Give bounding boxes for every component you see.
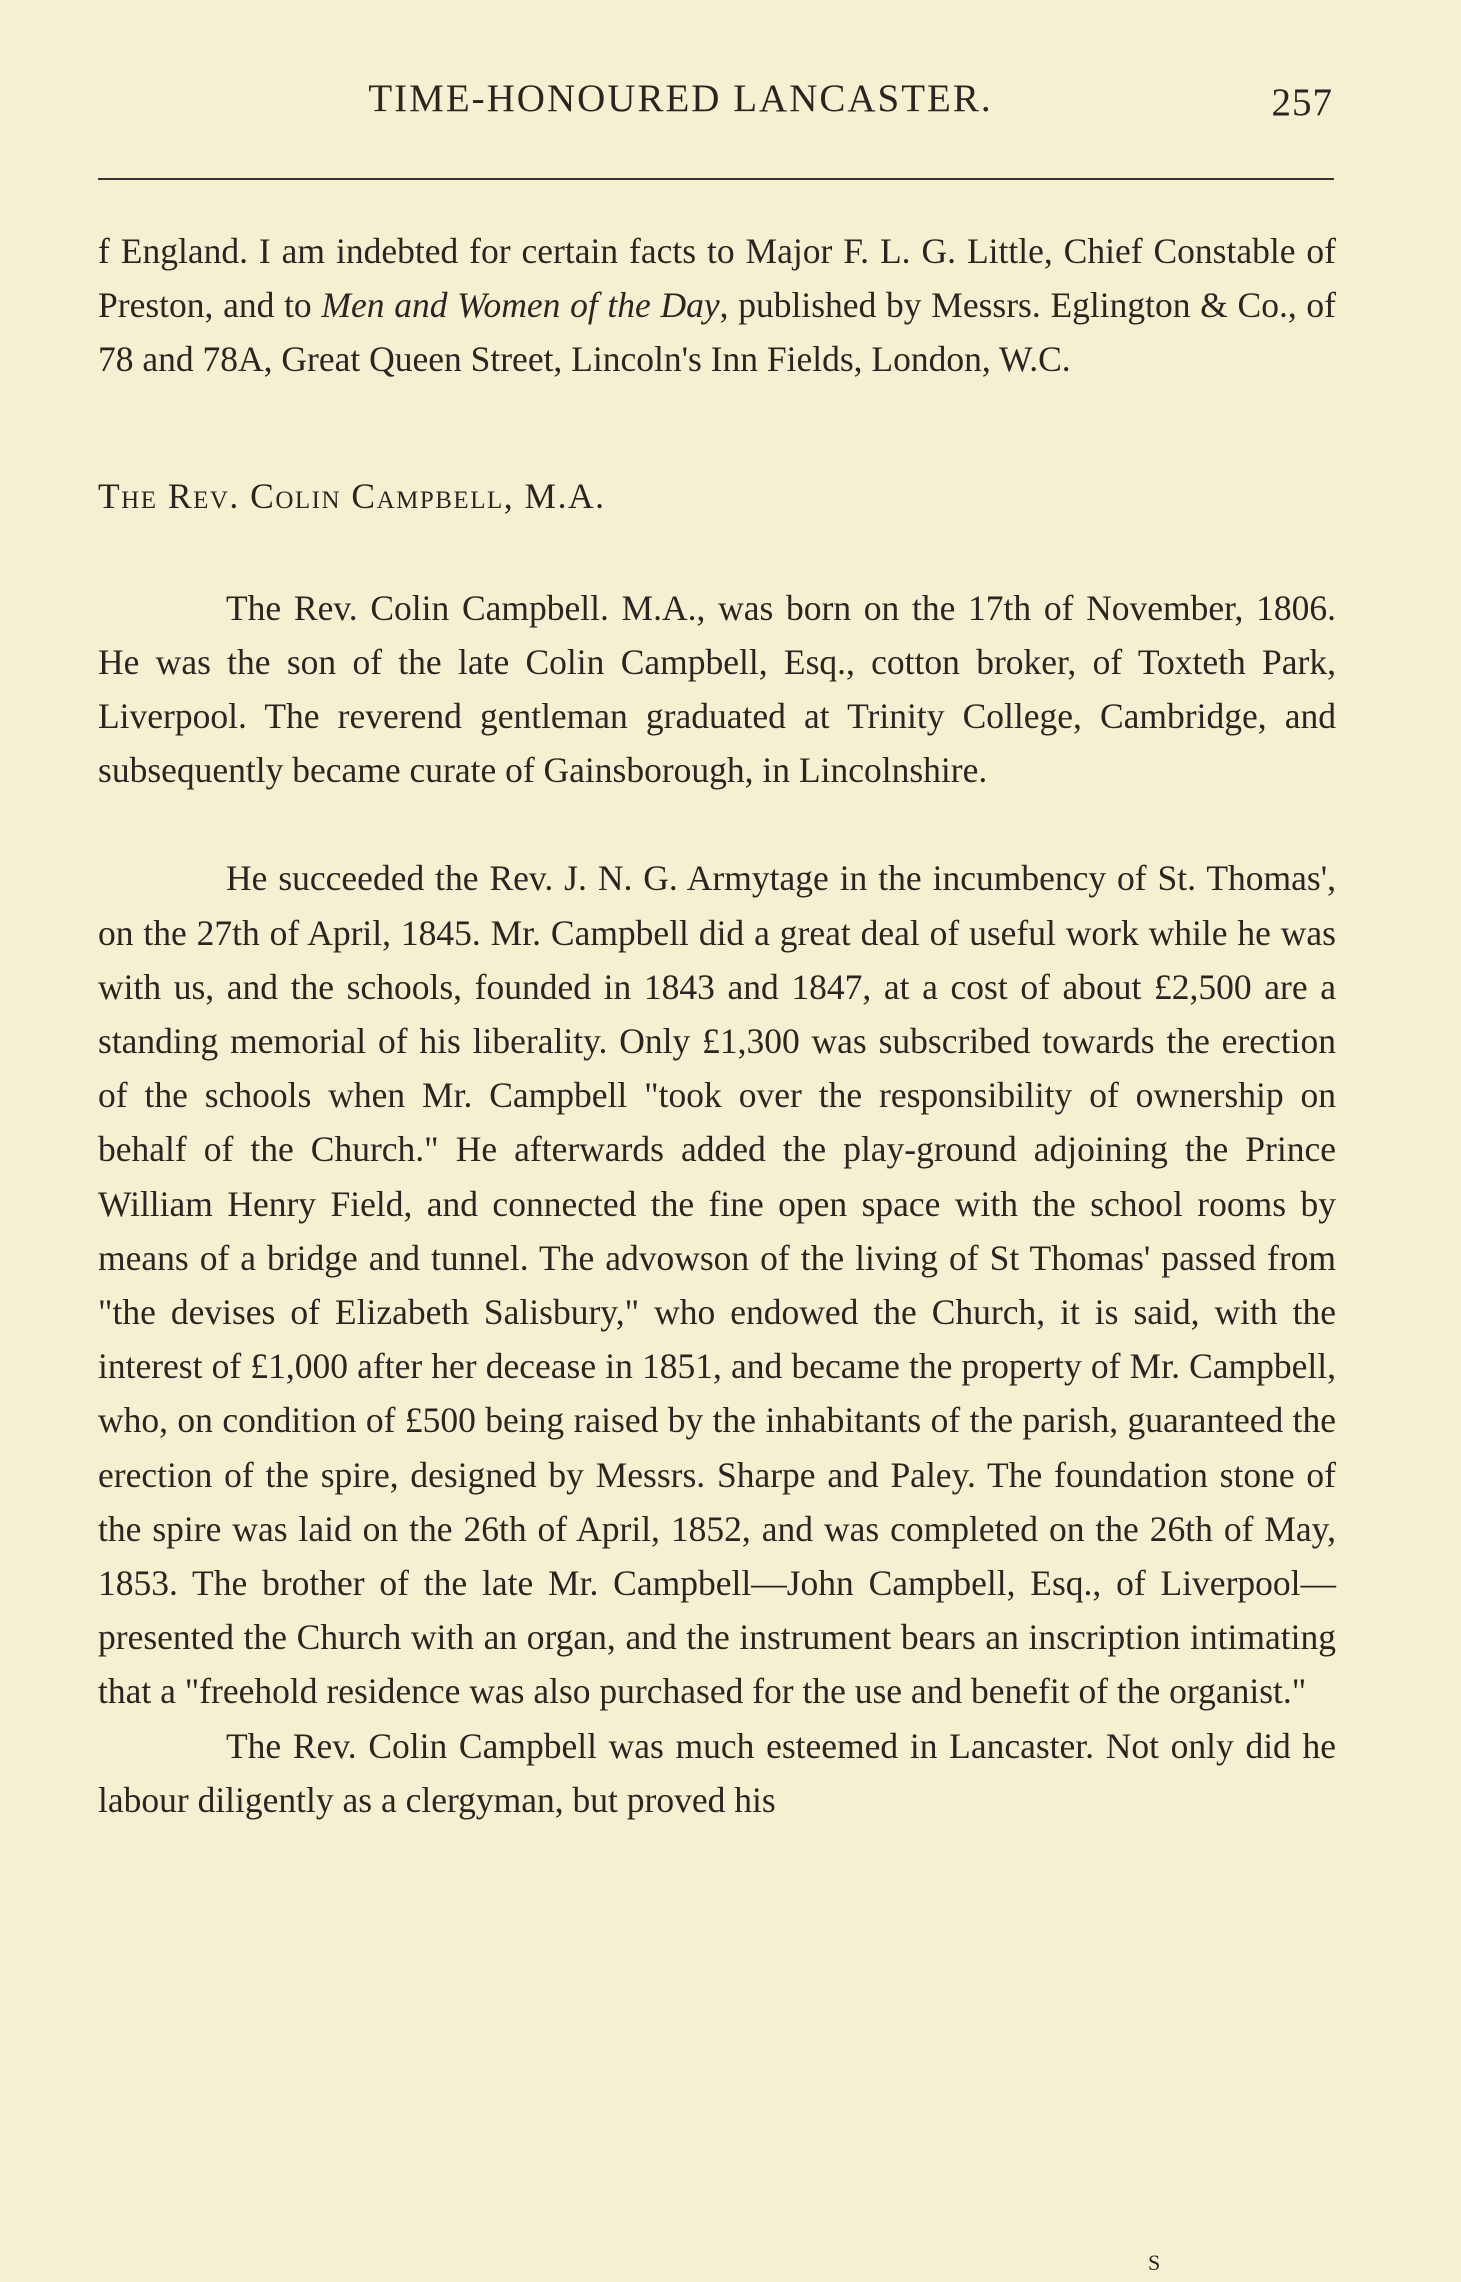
intro-text-end: , published by Messrs. Eglington & Co., of 78 and 78A, Great Queen Street, Lincoln's Inn Fields, London, W.C.	[98, 285, 1336, 380]
signature-mark: S	[1148, 2250, 1162, 2275]
running-head	[98, 70, 1333, 130]
page-number: 257	[1271, 81, 1333, 124]
paragraph: The Rev. Colin Campbell was much esteemed in Lancaster. Not only did he labour diligently as a clergyman, but proved his	[98, 1725, 1336, 1820]
paragraph: He succeeded the Rev. J. N. G. Armytage in the incumbency of St. Thomas', on the 27th of April, 1845. Mr. Campbell did a great deal of useful work while he was with us, and the schools, founded in 1843 and 1847, at a cost of about £2,500 are a standing memorial of his liberality. Only £1,300 was subscribed towards the erection of the schools when Mr. Campbell "took over the responsibility of ownership on behalf of the Church." He afterwards added the play-ground adjoining the Prince William Henry Field, and connected the fine open space with the school rooms by means of a bridge and tunnel. The advowson of the living of St Thomas' passed from "the devises of Elizabeth Salisbury," who endowed the Church, it is said, with the interest of £1,000 after her decease in 1851, and became the property of Mr. Campbell, who, on condition of £500 being raised by the inhabitants of the parish, guaranteed the erection of the spire, designed by Messrs. Sharpe and Paley. The foundation stone of the spire was laid on the 26th of April, 1852, and was completed on the 26th of May, 1853. The brother of the late Mr. Campbell—John Campbell, Esq., of Liverpool—presented the Church with an organ, and the instrument bears an inscription intimating that a "freehold residence was also purchased for the use and benefit of the organist."	[98, 858, 1336, 1712]
intro-text-start: f England. I am indebted for certain facts to Major F. L. G. Little, Chief Constable of Preston, and to	[98, 231, 1336, 326]
intro-italic-title: Men and Women of the Day	[321, 285, 720, 326]
header-rule	[98, 178, 1334, 180]
body-text	[98, 224, 1336, 1827]
intro-paragraph	[98, 224, 1336, 387]
running-title: TIME-HONOURED LANCASTER.	[368, 77, 993, 120]
paragraph: The Rev. Colin Campbell. M.A., was born on the 17th of November, 1806. He was the son of the late Colin Campbell, Esq., cotton broker, of Toxteth Park, Liverpool. The reverend gentleman graduated at Trinity College, Cambridge, and subsequently became curate of Gainsborough, in Lincolnshire.	[98, 587, 1336, 791]
spacer	[98, 797, 1336, 851]
section-heading: The Rev. Colin Campbell, M.A.	[98, 475, 606, 516]
spacer	[98, 523, 1336, 581]
spacer	[98, 387, 1336, 469]
